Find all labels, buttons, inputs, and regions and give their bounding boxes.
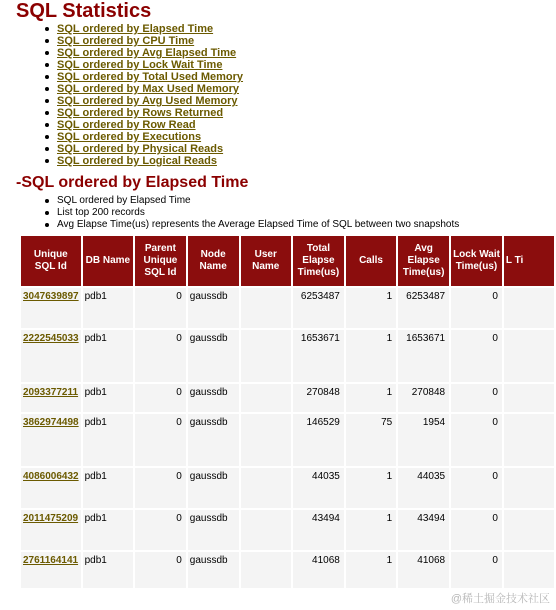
cell-node-name: gaussdb <box>188 414 239 466</box>
column-header-user-name: User Name <box>241 236 291 286</box>
cell-node-name: gaussdb <box>188 330 239 382</box>
cell-parent-sql-id: 0 <box>135 414 186 466</box>
cell-lock-wait-time: 0 <box>451 510 502 550</box>
cell-db-name: pdb1 <box>83 468 133 508</box>
column-header-lock-wait-time: Lock Wait Time(us) <box>451 236 502 286</box>
cell-db-name: pdb1 <box>83 330 133 382</box>
cell-calls: 1 <box>346 384 396 412</box>
link-sql-row-read[interactable]: SQL ordered by Row Read <box>57 119 196 131</box>
cell-parent-sql-id: 0 <box>135 330 186 382</box>
column-header-parent-unique-sql-id: Parent Unique SQL Id <box>135 236 186 286</box>
list-item <box>57 83 243 95</box>
cell-calls: 1 <box>346 510 396 550</box>
list-item <box>57 119 243 131</box>
list-item <box>57 71 243 83</box>
cell-node-name: gaussdb <box>188 510 239 550</box>
list-item: SQL ordered by Elapsed Time <box>57 195 459 207</box>
link-sql-avg-used-memory[interactable]: SQL ordered by Avg Used Memory <box>57 95 238 107</box>
cell-db-name: pdb1 <box>83 414 133 466</box>
table-row <box>21 414 554 466</box>
cell-calls: 1 <box>346 468 396 508</box>
cell-truncated <box>504 510 554 550</box>
column-header-calls: Calls <box>346 236 396 286</box>
column-header-total-elapse-time: Total Elapse Time(us) <box>293 236 344 286</box>
cell-db-name: pdb1 <box>83 552 133 588</box>
cell-avg-elapse-time: 1653671 <box>398 330 449 382</box>
sql-id-link[interactable]: 3862974498 <box>23 417 79 428</box>
table-row <box>21 468 554 508</box>
table-row <box>21 510 554 550</box>
cell-total-elapse-time: 146529 <box>293 414 344 466</box>
cell-calls: 1 <box>346 552 396 588</box>
cell-total-elapse-time: 270848 <box>293 384 344 412</box>
section-notes <box>0 195 459 231</box>
sql-id-link[interactable]: 2011475209 <box>23 513 79 524</box>
cell-total-elapse-time: 1653671 <box>293 330 344 382</box>
cell-total-elapse-time: 6253487 <box>293 288 344 328</box>
column-header-db-name: DB Name <box>83 236 133 286</box>
cell-unique-sql-id <box>21 468 81 508</box>
link-sql-cpu-time[interactable]: SQL ordered by CPU Time <box>57 35 195 47</box>
sql-id-link[interactable]: 3047639897 <box>23 291 79 302</box>
table-row <box>21 384 554 412</box>
cell-lock-wait-time: 0 <box>451 384 502 412</box>
link-sql-physical-reads[interactable]: SQL ordered by Physical Reads <box>57 143 224 155</box>
link-sql-avg-elapsed-time[interactable]: SQL ordered by Avg Elapsed Time <box>57 47 237 59</box>
cell-user-name <box>241 510 291 550</box>
cell-parent-sql-id: 0 <box>135 510 186 550</box>
column-header-avg-elapse-time: Avg Elapse Time(us) <box>398 236 449 286</box>
cell-parent-sql-id: 0 <box>135 552 186 588</box>
cell-db-name: pdb1 <box>83 510 133 550</box>
cell-unique-sql-id <box>21 330 81 382</box>
cell-node-name: gaussdb <box>188 288 239 328</box>
cell-avg-elapse-time: 44035 <box>398 468 449 508</box>
report-links-list <box>0 23 243 167</box>
table-container[interactable] <box>19 234 556 594</box>
link-sql-executions[interactable]: SQL ordered by Executions <box>57 131 202 143</box>
list-item <box>57 131 243 143</box>
cell-lock-wait-time: 0 <box>451 414 502 466</box>
cell-db-name: pdb1 <box>83 384 133 412</box>
cell-lock-wait-time: 0 <box>451 330 502 382</box>
cell-avg-elapse-time: 43494 <box>398 510 449 550</box>
cell-avg-elapse-time: 6253487 <box>398 288 449 328</box>
cell-avg-elapse-time: 41068 <box>398 552 449 588</box>
cell-lock-wait-time: 0 <box>451 552 502 588</box>
link-sql-logical-reads[interactable]: SQL ordered by Logical Reads <box>57 155 217 167</box>
cell-user-name <box>241 552 291 588</box>
cell-user-name <box>241 468 291 508</box>
cell-unique-sql-id <box>21 552 81 588</box>
list-item <box>57 155 243 167</box>
cell-user-name <box>241 330 291 382</box>
list-item <box>57 107 243 119</box>
cell-lock-wait-time: 0 <box>451 468 502 508</box>
list-item: Avg Elapse Time(us) represents the Average Elapsed Time of SQL between two snapshots <box>57 219 460 230</box>
cell-total-elapse-time: 43494 <box>293 510 344 550</box>
link-sql-total-used-memory[interactable]: SQL ordered by Total Used Memory <box>57 71 244 83</box>
cell-truncated <box>504 330 554 382</box>
cell-node-name: gaussdb <box>188 384 239 412</box>
cell-parent-sql-id: 0 <box>135 384 186 412</box>
cell-total-elapse-time: 44035 <box>293 468 344 508</box>
list-item <box>57 47 243 59</box>
link-sql-lock-wait-time[interactable]: SQL ordered by Lock Wait Time <box>57 59 223 71</box>
link-sql-rows-returned[interactable]: SQL ordered by Rows Returned <box>57 107 224 119</box>
cell-truncated <box>504 468 554 508</box>
table-row <box>21 552 554 588</box>
cell-node-name: gaussdb <box>188 468 239 508</box>
list-item <box>57 143 243 155</box>
sql-id-link[interactable]: 2093377211 <box>23 387 79 398</box>
cell-parent-sql-id: 0 <box>135 468 186 508</box>
cell-unique-sql-id <box>21 288 81 328</box>
section-title: -SQL ordered by Elapsed Time <box>16 174 249 191</box>
column-header-unique-sql-id: Unique SQL Id <box>21 236 81 286</box>
column-header-node-name: Node Name <box>188 236 239 286</box>
cell-db-name: pdb1 <box>83 288 133 328</box>
list-item <box>57 23 243 35</box>
table-header-row <box>21 236 554 286</box>
cell-lock-wait-time: 0 <box>451 288 502 328</box>
list-item <box>57 95 243 107</box>
cell-user-name <box>241 384 291 412</box>
sql-id-link[interactable]: 4086006432 <box>23 471 79 482</box>
sql-id-link[interactable]: 2761164141 <box>23 555 79 566</box>
cell-unique-sql-id <box>21 414 81 466</box>
cell-user-name <box>241 288 291 328</box>
table-row <box>21 330 554 382</box>
cell-avg-elapse-time: 1954 <box>398 414 449 466</box>
cell-truncated <box>504 384 554 412</box>
cell-node-name: gaussdb <box>188 552 239 588</box>
cell-truncated <box>504 288 554 328</box>
cell-user-name <box>241 414 291 466</box>
sql-id-link[interactable]: 2222545033 <box>23 333 79 344</box>
cell-avg-elapse-time: 270848 <box>398 384 449 412</box>
cell-truncated <box>504 552 554 588</box>
list-item <box>57 59 243 71</box>
watermark: @稀土掘金技术社区 <box>450 593 550 605</box>
table-row <box>21 288 554 328</box>
list-item <box>57 35 243 47</box>
cell-calls: 75 <box>346 414 396 466</box>
link-sql-max-used-memory[interactable]: SQL ordered by Max Used Memory <box>57 83 239 95</box>
cell-unique-sql-id <box>21 384 81 412</box>
cell-parent-sql-id: 0 <box>135 288 186 328</box>
sql-elapsed-time-table <box>19 234 556 590</box>
link-sql-elapsed-time[interactable]: SQL ordered by Elapsed Time <box>57 23 214 35</box>
column-header-truncated: L Ti <box>504 236 554 286</box>
cell-calls: 1 <box>346 288 396 328</box>
cell-unique-sql-id <box>21 510 81 550</box>
page-title: SQL Statistics <box>16 0 152 22</box>
cell-calls: 1 <box>346 330 396 382</box>
cell-truncated <box>504 414 554 466</box>
cell-total-elapse-time: 41068 <box>293 552 344 588</box>
list-item: List top 200 records <box>57 207 459 219</box>
